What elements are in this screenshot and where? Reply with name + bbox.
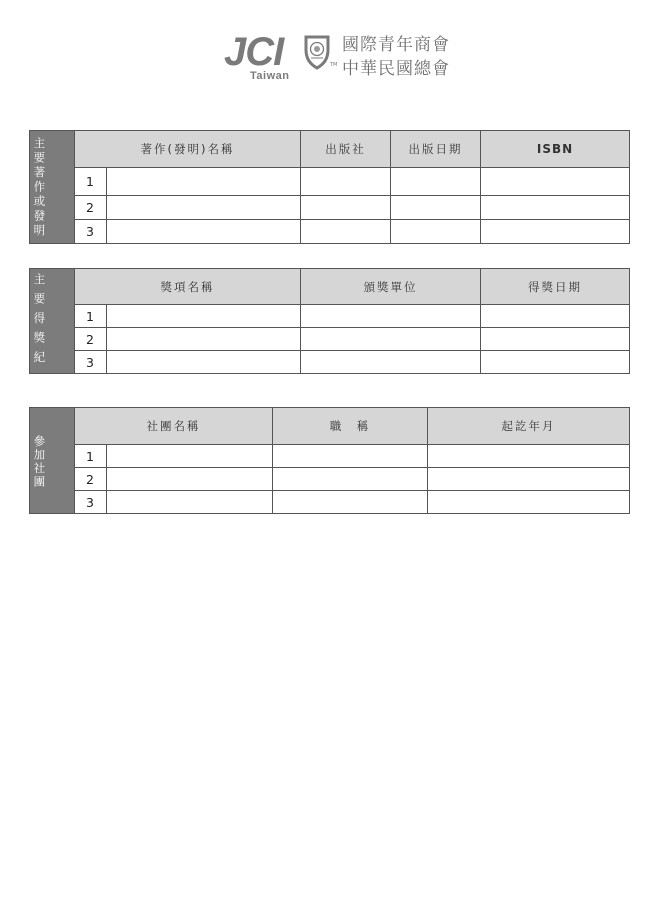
award-issuer-cell[interactable] bbox=[301, 328, 481, 351]
award-issuer-cell[interactable] bbox=[301, 351, 481, 374]
club-period-cell[interactable] bbox=[428, 491, 630, 514]
award-issuer-cell[interactable] bbox=[301, 305, 481, 328]
works-isbn-cell[interactable] bbox=[481, 168, 630, 196]
logo-country-text: Taiwan bbox=[250, 70, 290, 82]
works-date-cell[interactable] bbox=[391, 220, 481, 244]
works-header-isbn: ISBN bbox=[481, 131, 630, 168]
works-header-date: 出版日期 bbox=[391, 131, 481, 168]
award-date-cell[interactable] bbox=[481, 351, 630, 374]
award-date-cell[interactable] bbox=[481, 305, 630, 328]
table-row bbox=[30, 445, 630, 468]
club-position-cell[interactable] bbox=[273, 445, 428, 468]
row-number: 1 bbox=[75, 445, 107, 468]
table-row bbox=[30, 168, 630, 196]
club-name-cell[interactable] bbox=[107, 491, 273, 514]
awards-side-label bbox=[30, 269, 75, 374]
works-publisher-cell[interactable] bbox=[301, 220, 391, 244]
works-header-publisher: 出版社 bbox=[301, 131, 391, 168]
org-name-line1: 國際青年商會 bbox=[342, 35, 450, 55]
works-side-text: 主要著作或發明 bbox=[32, 137, 47, 239]
clubs-header-position: 職 稱 bbox=[273, 408, 428, 445]
works-date-cell[interactable] bbox=[391, 168, 481, 196]
clubs-side-text: 參加社團 bbox=[32, 434, 47, 489]
row-number: 3 bbox=[75, 491, 107, 514]
award-date-cell[interactable] bbox=[481, 328, 630, 351]
table-row bbox=[30, 196, 630, 220]
table-row bbox=[30, 328, 630, 351]
awards-side-text: 主要得獎紀 bbox=[32, 273, 47, 371]
works-publisher-cell[interactable] bbox=[301, 196, 391, 220]
org-name-line2: 中華民國總會 bbox=[342, 59, 450, 79]
works-isbn-cell[interactable] bbox=[481, 220, 630, 244]
row-number: 2 bbox=[75, 468, 107, 491]
club-position-cell[interactable] bbox=[273, 491, 428, 514]
clubs-table bbox=[29, 407, 630, 514]
works-title-cell[interactable] bbox=[107, 220, 301, 244]
award-name-cell[interactable] bbox=[107, 305, 301, 328]
works-publisher-cell[interactable] bbox=[301, 168, 391, 196]
jci-logo bbox=[224, 30, 454, 86]
awards-table bbox=[29, 268, 630, 374]
logo-brand-text: JCI bbox=[224, 30, 284, 74]
works-header-title: 著作(發明)名稱 bbox=[75, 131, 301, 168]
club-position-cell[interactable] bbox=[273, 468, 428, 491]
table-row bbox=[30, 220, 630, 244]
row-number: 2 bbox=[75, 196, 107, 220]
works-date-cell[interactable] bbox=[391, 196, 481, 220]
row-number: 3 bbox=[75, 351, 107, 374]
works-title-cell[interactable] bbox=[107, 168, 301, 196]
club-period-cell[interactable] bbox=[428, 445, 630, 468]
works-title-cell[interactable] bbox=[107, 196, 301, 220]
table-row bbox=[30, 468, 630, 491]
award-name-cell[interactable] bbox=[107, 328, 301, 351]
clubs-header-name: 社團名稱 bbox=[75, 408, 273, 445]
club-name-cell[interactable] bbox=[107, 445, 273, 468]
row-number: 2 bbox=[75, 328, 107, 351]
table-row bbox=[30, 305, 630, 328]
works-side-label bbox=[30, 131, 75, 244]
works-table bbox=[29, 130, 630, 244]
awards-header-issuer: 頒獎單位 bbox=[301, 269, 481, 305]
table-row bbox=[30, 351, 630, 374]
trademark-mark: TM bbox=[330, 62, 338, 68]
awards-header-date: 得獎日期 bbox=[481, 269, 630, 305]
row-number: 1 bbox=[75, 168, 107, 196]
table-row bbox=[30, 491, 630, 514]
row-number: 3 bbox=[75, 220, 107, 244]
awards-header-name: 獎項名稱 bbox=[75, 269, 301, 305]
clubs-side-label bbox=[30, 408, 75, 514]
works-isbn-cell[interactable] bbox=[481, 196, 630, 220]
club-period-cell[interactable] bbox=[428, 468, 630, 491]
club-name-cell[interactable] bbox=[107, 468, 273, 491]
shield-emblem-icon bbox=[304, 34, 330, 70]
row-number: 1 bbox=[75, 305, 107, 328]
clubs-header-period: 起訖年月 bbox=[428, 408, 630, 445]
award-name-cell[interactable] bbox=[107, 351, 301, 374]
